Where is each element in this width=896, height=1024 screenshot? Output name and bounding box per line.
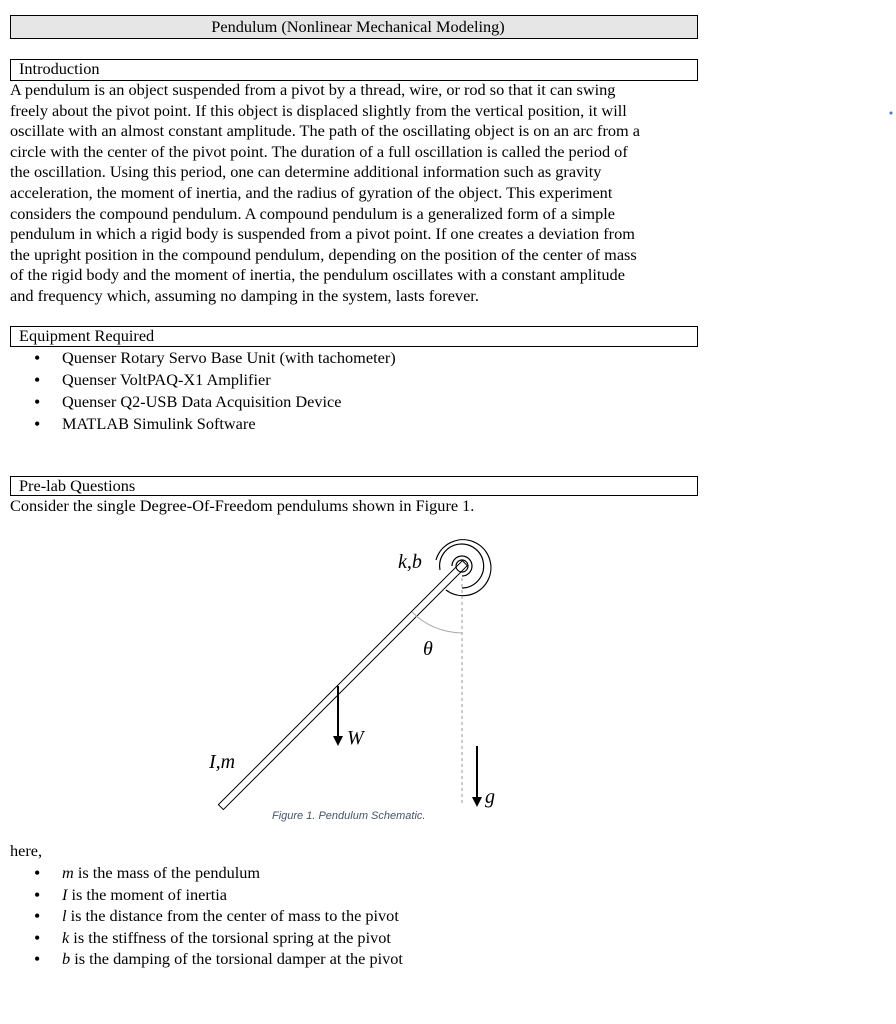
list-item (34, 863, 260, 883)
label-gravity: g (485, 786, 495, 808)
list-item-text: m is the mass of the pendulum (62, 863, 261, 882)
list-item (34, 949, 403, 969)
paragraph-line: of the rigid body and the moment of inertia, the pendulum oscillates with a constant amplitude (10, 265, 625, 285)
theta-arc (412, 612, 462, 633)
list-item-text: l is the distance from the center of mass to the pivot (62, 906, 399, 925)
marker-dot (890, 112, 893, 115)
prelab-text: Consider the single Degree-Of-Freedom pendulums shown in Figure 1. (10, 496, 475, 515)
paragraph-line: considers the compound pendulum. A compound pendulum is a generalized form of a simple (10, 203, 615, 223)
list-item-text: MATLAB Simulink Software (62, 414, 256, 433)
list-item (34, 928, 391, 948)
page-title: Pendulum (Nonlinear Mechanical Modeling) (10, 15, 698, 39)
list-item-text: k is the stiffness of the torsional spring at the pivot (62, 927, 391, 947)
paragraph-line: circle with the center of the pivot point. The duration of a full oscillation is called the period of (10, 141, 628, 161)
paragraph-line: A pendulum is an object suspended from a pivot by a thread, wire, or rod so that it can swing (10, 80, 616, 99)
label-theta: θ (423, 638, 433, 660)
paragraph-line: the upright position in the compound pendulum, depending on the position of the center of mass (10, 244, 637, 264)
paragraph-line: the oscillation. Using this period, one can determine additional information such as gravity (10, 162, 602, 182)
figure-caption: Figure 1. Pendulum Schematic. (272, 810, 426, 822)
list-item-text: Quenser VoltPAQ-X1 Amplifier (62, 370, 271, 389)
paragraph-line: pendulum in which a rigid body is suspended from a pivot point. If one creates a deviation from (10, 224, 635, 244)
gravity-arrow-icon (472, 746, 482, 807)
list-item-text: Quenser Q2-USB Data Acquisition Device (62, 392, 342, 411)
pendulum-rod (218, 561, 467, 810)
list-item-text: Quenser Rotary Servo Base Unit (with tachometer) (62, 348, 396, 367)
label-weight: W (347, 727, 364, 749)
paragraph-line: freely about the pivot point. If this object is displaced slightly from the vertical position, it will (10, 100, 627, 120)
section-heading-equipment: Equipment Required (10, 326, 698, 347)
paragraph-line: oscillate with an almost constant amplitude. The path of the oscillating object is on an arc from a (10, 121, 640, 141)
section-heading-prelab: Pre-lab Questions (10, 476, 698, 496)
list-item-text: I is the moment of inertia (62, 884, 228, 904)
here-text: here, (10, 841, 43, 860)
paragraph-line: and frequency which, assuming no damping in the system, lasts forever. (10, 286, 479, 305)
label-kb: k,b (398, 551, 422, 573)
paragraph-line: acceleration, the moment of inertia, and the radius of gyration of the object. This experiment (10, 183, 613, 202)
section-heading-introduction: Introduction (10, 59, 698, 81)
list-item (34, 885, 227, 905)
label-inertia-mass: I,m (209, 751, 236, 773)
list-item-text: b is the damping of the torsional damper at the pivot (62, 949, 403, 968)
list-item (34, 906, 399, 926)
